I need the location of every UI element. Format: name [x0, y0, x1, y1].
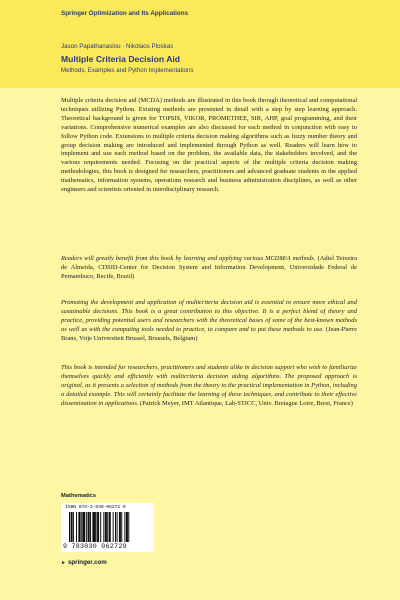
- subject-category: Mathematics: [61, 493, 97, 499]
- barcode-box: [61, 503, 154, 552]
- review-2: [61, 299, 357, 344]
- barcode-icon: [69, 512, 147, 542]
- book-title: Multiple Criteria Decision Aid: [61, 54, 181, 64]
- authors: Jason Papathanasiou · Nikolaos Ploskas: [61, 43, 174, 50]
- review-attribution: (Patrick Meyer, IMT Atlantique, Lab-STICC, Univ. Bretagne Loire, Brest, France): [140, 399, 353, 407]
- series-name: Springer Optimization and Its Applications: [61, 10, 189, 17]
- review-1: [61, 255, 357, 282]
- website-label: springer.com: [67, 559, 107, 566]
- description: Multiple criteria decision aid (MCDA) methods are illustrated in this book through theoretical and computational techniques utilizing Python. Existing methods are presented in detail with a step by step learning approach. Theoretical background is given for TOPSIS, VIKOR, PROMETHEE, SIR, AHP, goal programming, and their variations. Comprehensive numerical examples are also discussed for each method in conjunction with easy to follow Python code. Extensions to multiple criteria decision making algorithms such as fuzzy number theory and group decision making are introduced and implemented through Python as well. Readers will learn how to implement and use each method based on the problem, the available data, the stakeholders involved, and the various requirements needed. Focusing on the practical aspects of the multiple criteria decision making methodologies, this book is designed for researchers, practitioners and advanced graduate students in the applied mathematics, information systems, operations research and business administration disciplines, as well as other engineers and scientists oriented in interdisciplinary research.: [61, 97, 357, 194]
- review-quote: Promoting the development and application of multicriteria decision aid is essential to ensure more ethical and sustainable decisions. This book is a great contribution to this objective. It is a perfect blend of theory and practice, providing potential users and researchers with the theoretical bases of some of the best-known methods as well as with the computing tools needed to practice, to compare and to put these methods to use.: [61, 299, 357, 333]
- isbn-label: ISBN 978-3-030-06272-9: [65, 505, 126, 510]
- arrow-right-icon: ►: [61, 560, 66, 566]
- header-band: [0, 0, 400, 88]
- book-subtitle: Methods, Examples and Python Implementations: [61, 67, 194, 74]
- publisher-website[interactable]: [61, 559, 107, 566]
- review-attribution: (Adiel Teixeira de Almeida, CDSID-Center for Decision System and Information Development, Universidade Federal de Pernambuco, Recife, Brazil): [61, 255, 357, 280]
- barcode-number: 9 783030 062729: [63, 543, 127, 550]
- review-quote: Readers will greatly benefit from this book by learning and applying various MCDM/A methods.: [61, 255, 316, 262]
- review-3: [61, 364, 357, 409]
- review-quote: This book is intended for researchers, practitioners and students alike in decision support who wish to familiarize themselves quickly and efficiently with multicriteria decision aiding algorithms. The proposed approach is original, as it presents a selection of methods from the theory to the practical implementation in Python, including a detailed example. This will certainly facilitate the learning of these techniques, and contribute to their effective dissemination in applications.: [61, 364, 357, 407]
- review-attribution: (Jean-Pierre Brans, Vrije Universiteit Brussel, Brussels, Belgium): [61, 325, 358, 342]
